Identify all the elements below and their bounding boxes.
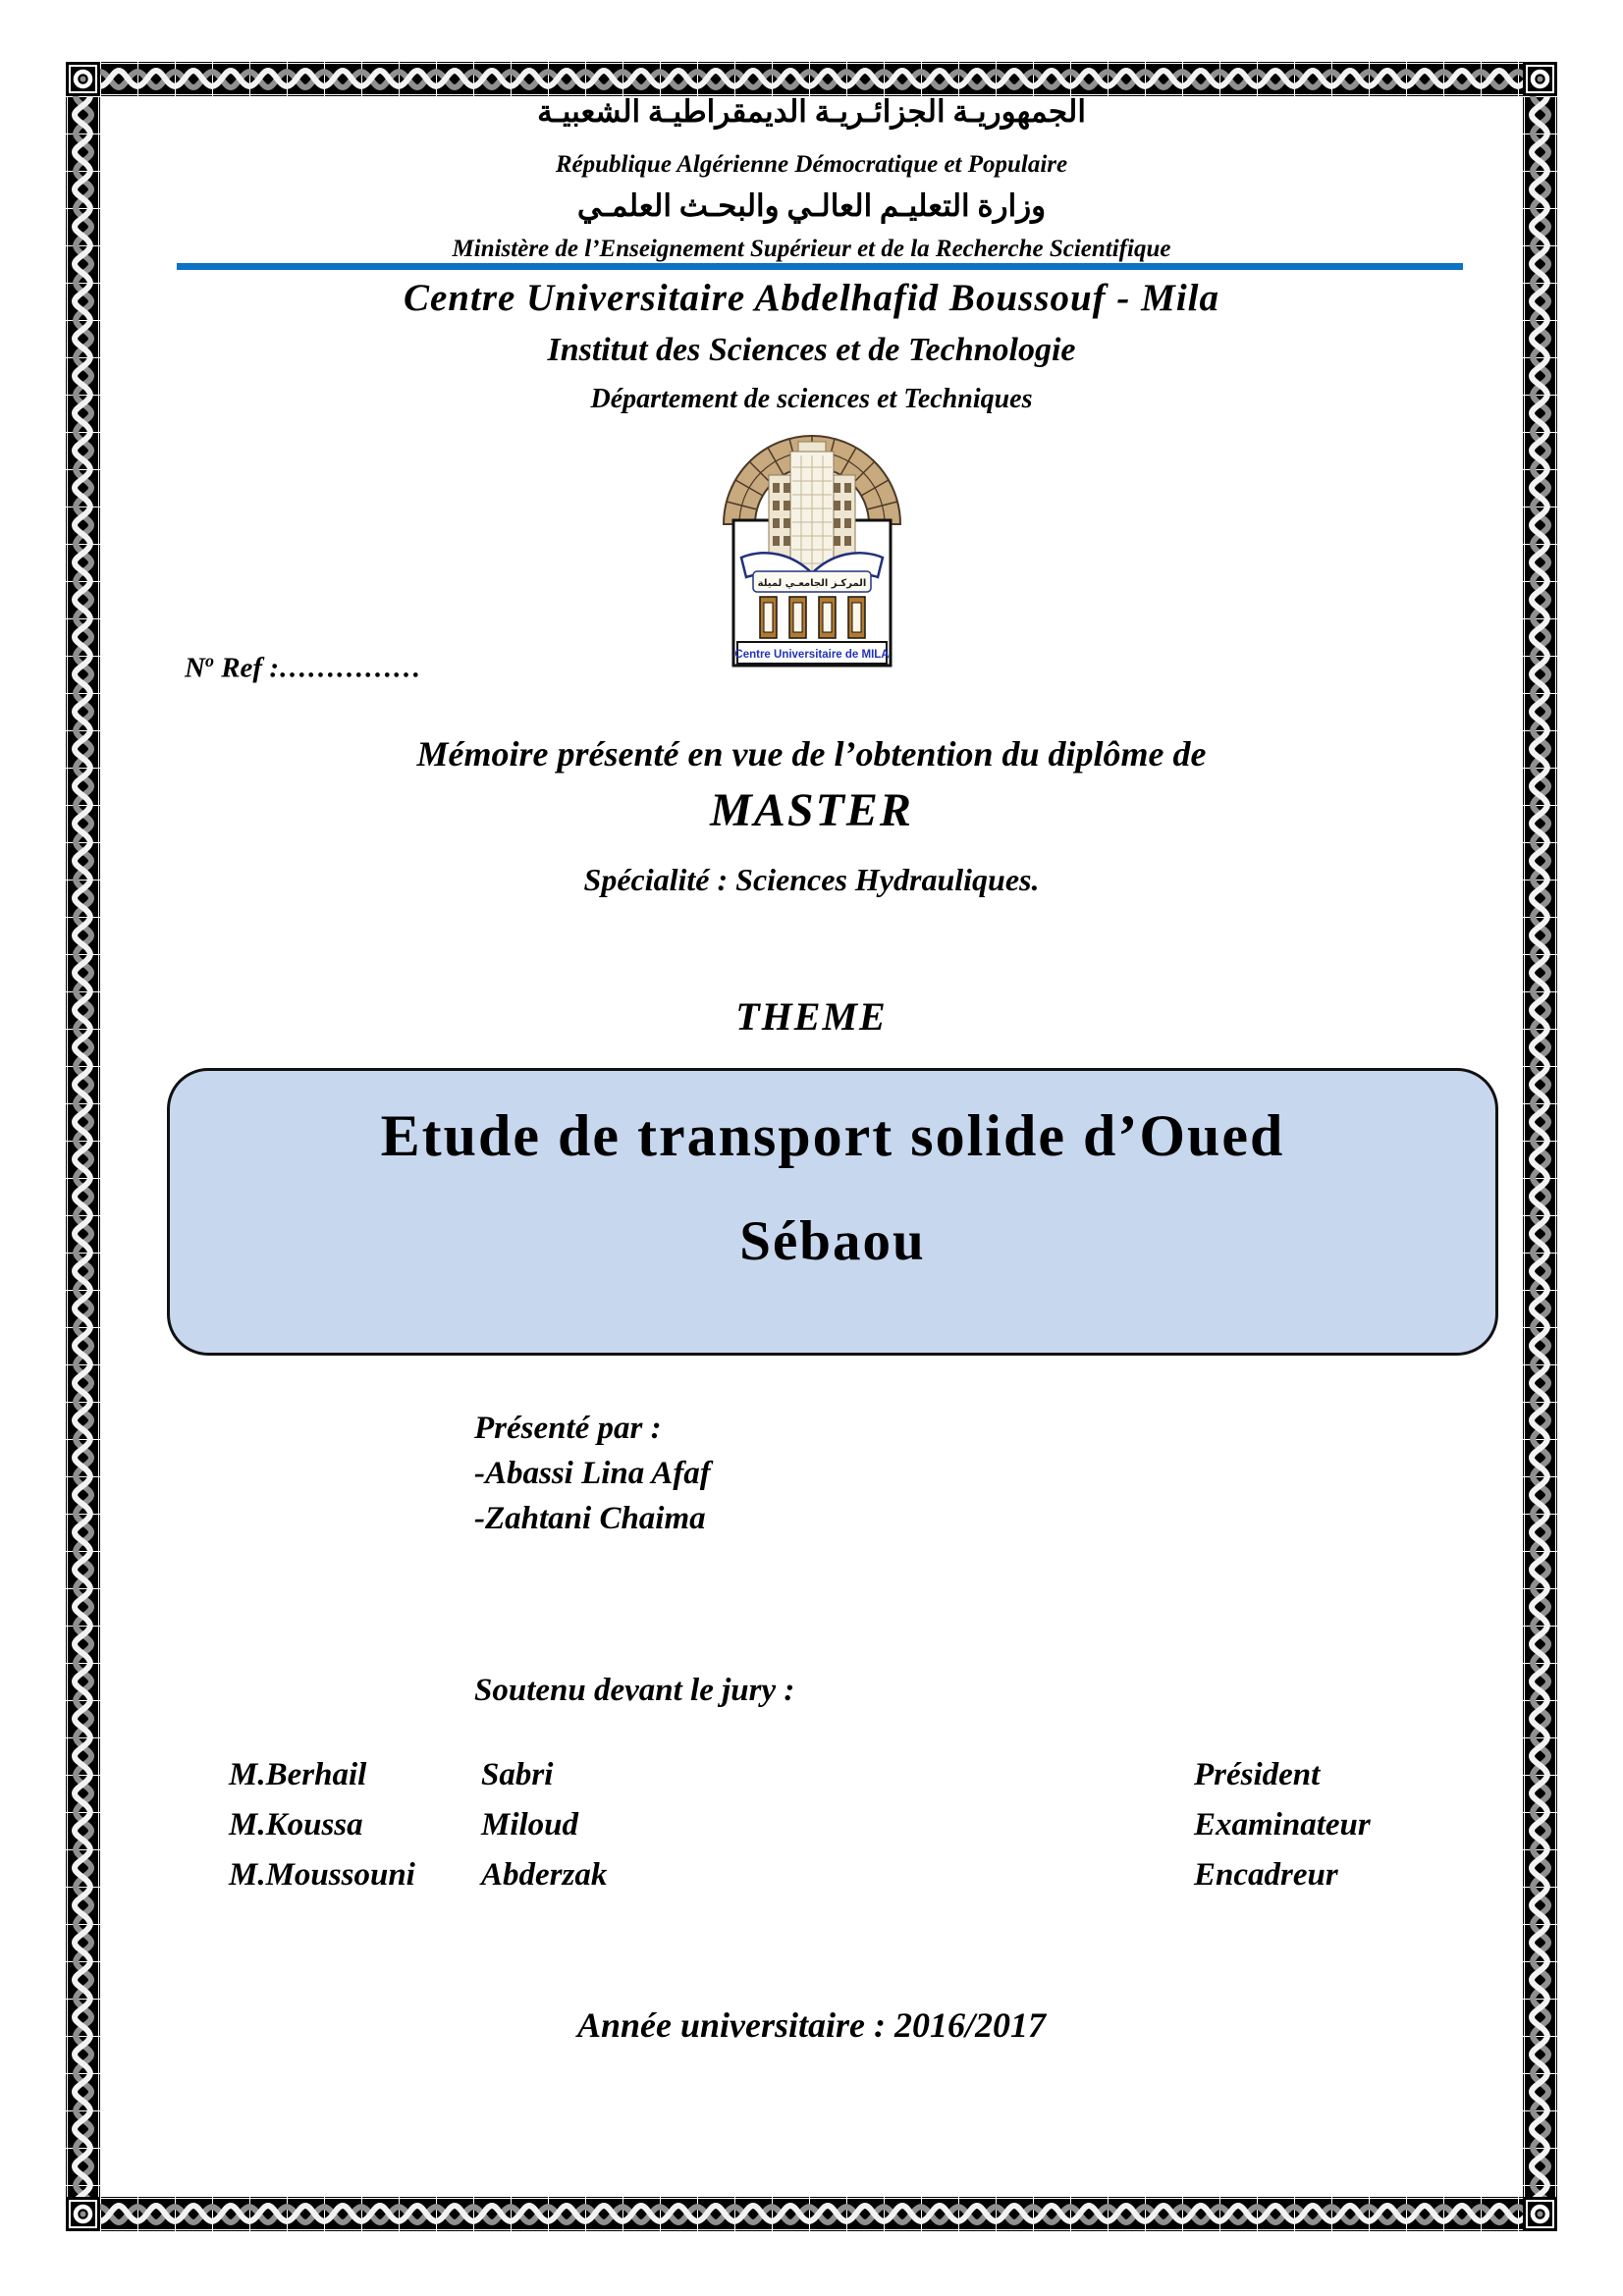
arabic-republic-line: الجمهوريـة الجزائـريـة الديمقراطيـة الشعبيـة xyxy=(537,94,1086,129)
svg-text:المركـز الجامعـي لميلة: المركـز الجامعـي لميلة xyxy=(757,578,867,589)
frame-bottom-border xyxy=(100,2197,1523,2231)
theme-label: THEME xyxy=(735,994,888,1039)
thesis-title-box xyxy=(167,1068,1498,1356)
author-1: -Abassi Lina Afaf xyxy=(474,1456,711,1491)
academic-year-line: Année universitaire : 2016/2017 xyxy=(576,2005,1047,2045)
jury-label: Soutenu devant le jury : xyxy=(474,1673,795,1708)
thesis-title-line2: Sébaou xyxy=(739,1210,926,1272)
frame-top-border xyxy=(100,62,1523,96)
memoire-intro-line: Mémoire présenté en vue de l’obtention du diplôme de xyxy=(416,734,1207,774)
republic-french-line: République Algérienne Démocratique et Populaire xyxy=(555,151,1068,178)
presented-by-label: Présenté par : xyxy=(474,1411,662,1446)
svg-text:Centre Universitaire de MILA: Centre Universitaire de MILA xyxy=(734,649,890,661)
degree-title: MASTER xyxy=(710,784,913,836)
jury-row-1 xyxy=(0,1757,1623,1800)
jury-member-role: Examinateur xyxy=(1194,1807,1371,1842)
arabic-ministry-line: وزارة التعليـم العالـي والبحـث العلمـي xyxy=(576,188,1047,223)
logo-caption xyxy=(734,642,889,664)
reference-number-line xyxy=(185,651,421,685)
speciality-line: Spécialité : Sciences Hydrauliques. xyxy=(583,862,1040,897)
university-logo xyxy=(714,426,910,671)
header-divider-rule xyxy=(177,263,1463,270)
department-name: Département de sciences et Techniques xyxy=(590,384,1033,414)
jury-member-firstname: Sabri xyxy=(481,1757,554,1792)
jury-member-role: Président xyxy=(1194,1757,1321,1792)
frame-corner-top-left xyxy=(66,62,100,96)
ref-superscript: o xyxy=(204,651,214,670)
jury-member-name: M.Koussa xyxy=(229,1807,363,1842)
jury-member-firstname: Miloud xyxy=(481,1807,579,1842)
ministry-french-line: Ministère de l’Enseignement Supérieur et de la Recherche Scientifique xyxy=(452,236,1171,262)
thesis-title-line1: Etude de transport solide d’Oued xyxy=(380,1103,1285,1168)
ring-ornament-icon xyxy=(1526,2200,1554,2228)
ref-dots: Ref :…………… xyxy=(213,652,421,684)
ring-ornament-icon xyxy=(69,65,97,93)
logo-arabic-banner xyxy=(753,571,871,592)
jury-member-role: Encadreur xyxy=(1194,1857,1338,1893)
frame-corner-bottom-right xyxy=(1523,2197,1557,2231)
ref-prefix: N xyxy=(185,652,205,684)
institute-name: Institut des Sciences et de Technologie xyxy=(547,332,1076,368)
ring-ornament-icon xyxy=(69,2200,97,2228)
university-name: Centre Universitaire Abdelhafid Boussouf - Mila xyxy=(403,277,1220,319)
frame-corner-bottom-left xyxy=(66,2197,100,2231)
ring-ornament-icon xyxy=(1526,65,1554,93)
jury-row-2 xyxy=(0,1807,1623,1850)
jury-member-name: M.Moussouni xyxy=(229,1857,415,1893)
jury-row-3 xyxy=(0,1857,1623,1900)
jury-member-firstname: Abderzak xyxy=(481,1857,608,1893)
frame-corner-top-right xyxy=(1523,62,1557,96)
author-2: -Zahtani Chaima xyxy=(474,1501,706,1536)
jury-member-name: M.Berhail xyxy=(229,1757,367,1792)
